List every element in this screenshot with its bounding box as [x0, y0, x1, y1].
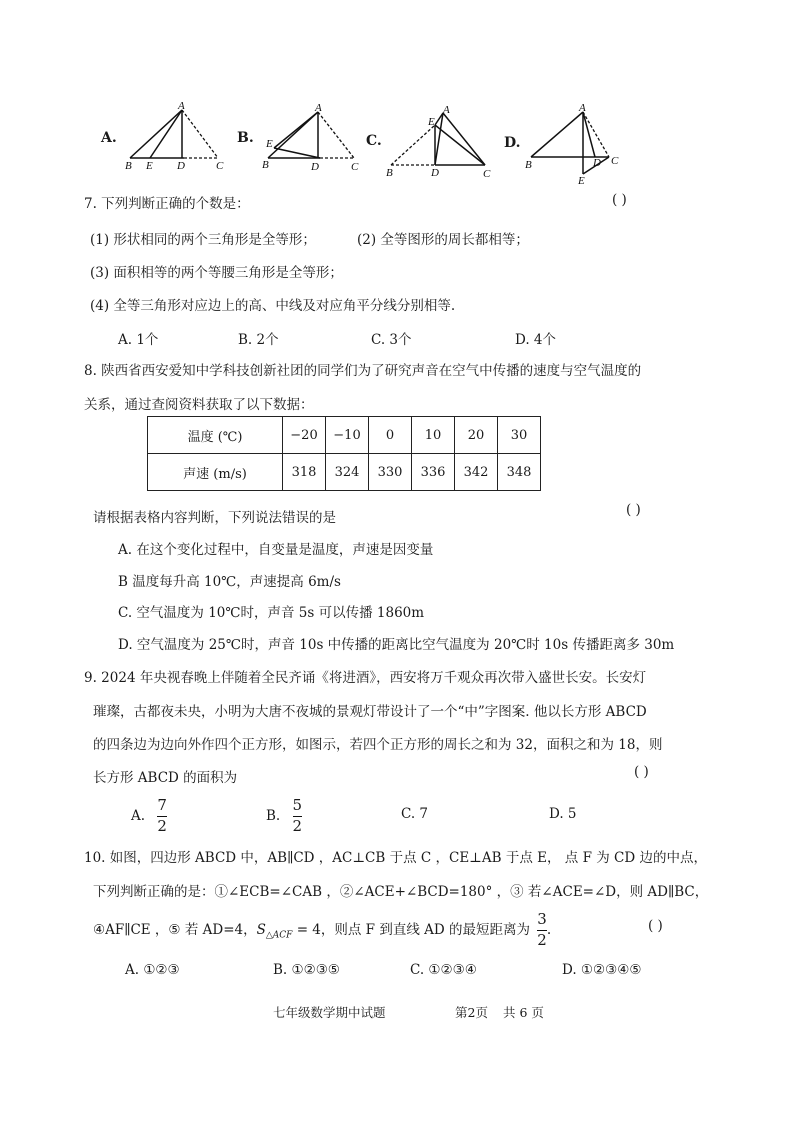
- q8-option-a: A. 在这个变化过程中，自变量是温度，声速是因变量: [118, 542, 434, 558]
- svg-text:D: D: [311, 161, 319, 173]
- table-cell: −20: [283, 417, 326, 454]
- table-cell: 318: [283, 454, 326, 491]
- svg-text:D: D: [431, 167, 439, 179]
- row-header-temperature: 温度 (℃): [148, 417, 283, 454]
- fraction-numerator: 7: [157, 796, 167, 814]
- svg-text:C: C: [216, 160, 224, 172]
- table-row: [148, 454, 541, 491]
- q8-option-b: B 温度每升高 10℃，声速提高 6m/s: [118, 574, 341, 590]
- q8-option-d: D. 空气温度为 25℃时，声音 10s 中传播的距离比空气温度为 20℃时 10s 传播距离多 30m: [118, 637, 675, 653]
- q6-option-a-label: A.: [101, 130, 117, 146]
- svg-text:D: D: [177, 160, 185, 172]
- q10-stem-line-1: 10. 如图，四边形 ABCD 中，AB∥CD ，AC⊥CB 于点 C ，CE⊥AB 于点 E， 点 F 为 CD 边的中点，: [84, 850, 707, 866]
- table-cell: 336: [412, 454, 455, 491]
- svg-text:A: A: [315, 102, 322, 114]
- svg-text:E: E: [266, 138, 273, 150]
- q6-figure-a: [120, 100, 230, 178]
- q8-answer-paren: ( ): [626, 502, 641, 518]
- svg-text:E: E: [428, 116, 435, 128]
- table-cell: 348: [498, 454, 541, 491]
- q8-stem-line-2: 关系，通过查阅资料获取了以下数据：: [84, 397, 314, 413]
- q9-stem-line-1: 9. 2024 年央视春晚上伴随着全民齐诵《将进酒》，西安将万千观众再次带入盛世长安。长安灯: [84, 670, 647, 686]
- q6-option-c-label: C.: [366, 133, 382, 149]
- q10-distance-fraction: [537, 912, 547, 949]
- q9-option-d: D. 5: [549, 806, 577, 822]
- q10-option-a: A. ①②③: [125, 962, 180, 978]
- table-row: [148, 417, 541, 454]
- q7-statement-2: (2) 全等图形的周长都相等；: [357, 232, 529, 248]
- q6-option-b-label: B.: [237, 130, 254, 146]
- svg-text:C: C: [611, 155, 619, 167]
- q7-option-b: B. 2个: [238, 332, 279, 348]
- area-subscript: △ACF: [265, 930, 293, 941]
- svg-text:B: B: [525, 159, 532, 171]
- q10-answer-paren: ( ): [648, 918, 663, 934]
- q10-option-b: B. ①②③⑤: [273, 962, 340, 978]
- q7-option-d: D. 4个: [515, 332, 557, 348]
- q10-stem-line-2: 下列判断正确的是：①∠ECB=∠CAB ，②∠ACE+∠BCD=180° ，③ 若∠ACE=∠D，则 AD∥BC，: [93, 884, 709, 900]
- q8-data-table: [147, 416, 541, 491]
- svg-text:A: A: [579, 102, 586, 114]
- table-cell: 10: [412, 417, 455, 454]
- table-cell: 324: [326, 454, 369, 491]
- q8-prompt: 请根据表格内容判断，下列说法错误的是: [93, 510, 336, 526]
- q10-option-d: D. ①②③④⑤: [562, 962, 642, 978]
- svg-text:B: B: [262, 159, 269, 171]
- q9-option-b: [266, 798, 302, 835]
- q10-line3-part-b: = 4，则点 F 到直线 AD 的最短距离为: [292, 921, 530, 938]
- q7-answer-paren: ( ): [612, 192, 627, 208]
- fraction-denominator: 2: [537, 930, 547, 949]
- table-cell: 0: [369, 417, 412, 454]
- table-cell: 330: [369, 454, 412, 491]
- q9-stem-line-3: 的四条边为边向外作四个正方形，如图示，若四个正方形的周长之和为 32，面积之和为 18，则: [93, 737, 663, 753]
- svg-text:A: A: [443, 104, 450, 116]
- q7-statement-3: (3) 面积相等的两个等腰三角形是全等形；: [90, 265, 343, 281]
- q8-option-c: C. 空气温度为 10℃时，声音 5s 可以传播 1860m: [118, 605, 425, 621]
- q9-option-a-label: A.: [131, 808, 146, 825]
- svg-text:A: A: [178, 100, 185, 112]
- q9-option-b-label: B.: [266, 808, 281, 825]
- q6-figure-d: [523, 100, 623, 186]
- svg-text:D: D: [593, 157, 601, 169]
- q9-option-b-fraction: [293, 798, 303, 835]
- svg-text:C: C: [351, 161, 359, 173]
- q9-option-a: [131, 798, 167, 835]
- q6-figure-b: [258, 100, 368, 178]
- q9-option-a-fraction: [157, 798, 167, 835]
- q7-option-a: A. 1个: [118, 332, 159, 348]
- table-cell: 20: [455, 417, 498, 454]
- q9-option-c: C. 7: [401, 806, 429, 822]
- row-header-speed: 声速 (m/s): [148, 454, 283, 491]
- q9-stem-line-2: 璀璨，古都夜未央，小明为大唐不夜城的景观灯带设计了一个“中”字图案. 他以长方形 ABCD: [93, 704, 647, 720]
- fraction-denominator: 2: [157, 816, 167, 835]
- q9-answer-paren: ( ): [634, 764, 649, 780]
- svg-text:B: B: [125, 160, 132, 172]
- svg-text:C: C: [483, 168, 491, 180]
- q10-option-c: C. ①②③④: [410, 962, 477, 978]
- q7-stem: 7. 下列判断正确的个数是：: [84, 196, 250, 212]
- svg-text:E: E: [146, 160, 153, 172]
- q8-stem-line-1: 8. 陕西省西安爱知中学科技创新社团的同学们为了研究声音在空气中传播的速度与空气温度的: [84, 363, 642, 379]
- svg-text:E: E: [578, 175, 585, 186]
- fraction-denominator: 2: [292, 816, 303, 835]
- table-cell: −10: [326, 417, 369, 454]
- footer-total-pages: 共 6 页: [503, 1005, 544, 1020]
- q10-line3-part-a: ④AF∥CE ，⑤ 若 AD=4，: [93, 921, 257, 938]
- q10-stem-line-3: [93, 912, 551, 949]
- q6-option-d-label: D.: [504, 135, 521, 151]
- footer-subject: 七年级数学期中试题: [273, 1005, 386, 1020]
- q10-line3-end: .: [546, 921, 552, 938]
- table-cell: 342: [455, 454, 498, 491]
- svg-text:B: B: [386, 167, 393, 179]
- table-cell: 30: [498, 417, 541, 454]
- q7-statement-4: (4) 全等三角形对应边上的高、中线及对应角平分线分别相等.: [90, 298, 456, 314]
- fraction-numerator: 3: [537, 910, 547, 928]
- q7-option-c: C. 3个: [371, 332, 412, 348]
- footer-page-number: 第2页: [455, 1005, 488, 1020]
- q7-statement-1: (1) 形状相同的两个三角形是全等形；: [90, 232, 316, 248]
- area-symbol: S: [256, 921, 266, 938]
- q6-figure-c: [383, 103, 498, 181]
- q9-stem-line-4: 长方形 ABCD 的面积为: [93, 770, 238, 786]
- fraction-numerator: 5: [292, 796, 303, 814]
